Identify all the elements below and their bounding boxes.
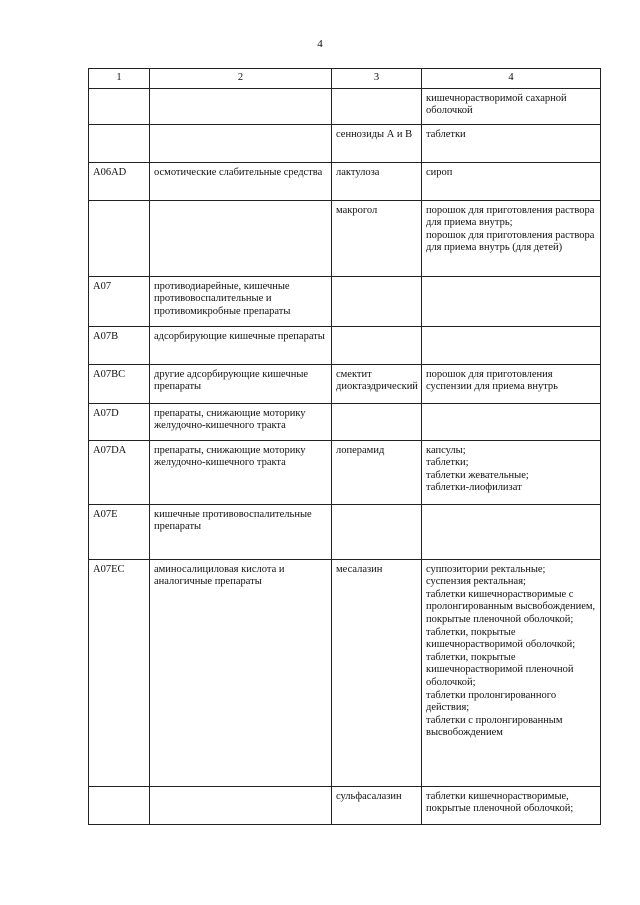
group-name-cell: противодиарейные, кишечные противовоспалительные и противомикробные препараты [150,276,332,326]
table-body [89,88,601,824]
table-row [89,403,601,440]
dosage-form-cell [422,504,601,559]
column-header-4: 4 [422,69,601,89]
dosage-form-cell [422,276,601,326]
dosage-form-cell: капсулы; таблетки; таблетки жевательные; таблетки-лиофилизат [422,440,601,504]
table-row [89,162,601,200]
drug-name-cell: смектит диоктаэдрический [332,364,422,403]
group-name-cell [150,124,332,162]
page-number: 4 [317,38,323,50]
drug-name-cell [332,504,422,559]
dosage-form-cell: сироп [422,162,601,200]
group-name-cell: другие адсорбирующие кишечные препараты [150,364,332,403]
atc-code-cell [89,786,150,824]
table-row [89,364,601,403]
atc-code-cell: A07BC [89,364,150,403]
drug-name-cell [332,326,422,364]
dosage-form-cell: таблетки кишечнорастворимые, покрытые пленочной оболочкой; [422,786,601,824]
drug-name-cell [332,276,422,326]
atc-code-cell: A06AD [89,162,150,200]
dosage-form-cell: таблетки [422,124,601,162]
table-row [89,786,601,824]
dosage-form-cell: порошок для приготовления суспензии для приема внутрь [422,364,601,403]
group-name-cell: препараты, снижающие моторику желудочно-кишечного тракта [150,403,332,440]
column-header-2: 2 [150,69,332,89]
table-row [89,440,601,504]
atc-code-cell: A07DA [89,440,150,504]
table-row [89,200,601,276]
atc-code-cell: A07D [89,403,150,440]
table-header-row [89,69,601,89]
table-row [89,326,601,364]
group-name-cell [150,200,332,276]
dosage-form-cell [422,326,601,364]
drug-name-cell [332,403,422,440]
table-row [89,124,601,162]
group-name-cell: кишечные противовоспалительные препараты [150,504,332,559]
drug-table [88,68,601,825]
atc-code-cell: A07 [89,276,150,326]
group-name-cell: адсорбирующие кишечные препараты [150,326,332,364]
atc-code-cell [89,200,150,276]
group-name-cell: препараты, снижающие моторику желудочно-кишечного тракта [150,440,332,504]
column-header-1: 1 [89,69,150,89]
atc-code-cell [89,124,150,162]
dosage-form-cell: суппозитории ректальные; суспензия ректальная; таблетки кишечнорастворимые с пролонгированным высвобождением, покрытые пленочной оболочкой; таблетки, покрытые кишечнорастворимой оболочкой; таблетки, покрытые кишечнорастворимой пленочной оболочкой; таблетки пролонгированного действия; таблетки с пролонгированным высвобождением [422,559,601,786]
drug-name-cell: лоперамид [332,440,422,504]
dosage-form-cell [422,403,601,440]
atc-code-cell: A07EC [89,559,150,786]
group-name-cell [150,88,332,124]
drug-name-cell: сеннозиды А и В [332,124,422,162]
drug-name-cell: макрогол [332,200,422,276]
table-row [89,559,601,786]
dosage-form-cell: кишечнорастворимой сахарной оболочкой [422,88,601,124]
drug-name-cell: месалазин [332,559,422,786]
group-name-cell: аминосалициловая кислота и аналогичные препараты [150,559,332,786]
dosage-form-cell: порошок для приготовления раствора для приема внутрь; порошок для приготовления раствора для приема внутрь (для детей) [422,200,601,276]
drug-name-cell: сульфасалазин [332,786,422,824]
atc-code-cell: A07B [89,326,150,364]
column-header-3: 3 [332,69,422,89]
atc-code-cell [89,88,150,124]
group-name-cell: осмотические слабительные средства [150,162,332,200]
table-row [89,276,601,326]
drug-name-cell: лактулоза [332,162,422,200]
table-row [89,504,601,559]
table-row [89,88,601,124]
atc-code-cell: A07E [89,504,150,559]
drug-name-cell [332,88,422,124]
group-name-cell [150,786,332,824]
